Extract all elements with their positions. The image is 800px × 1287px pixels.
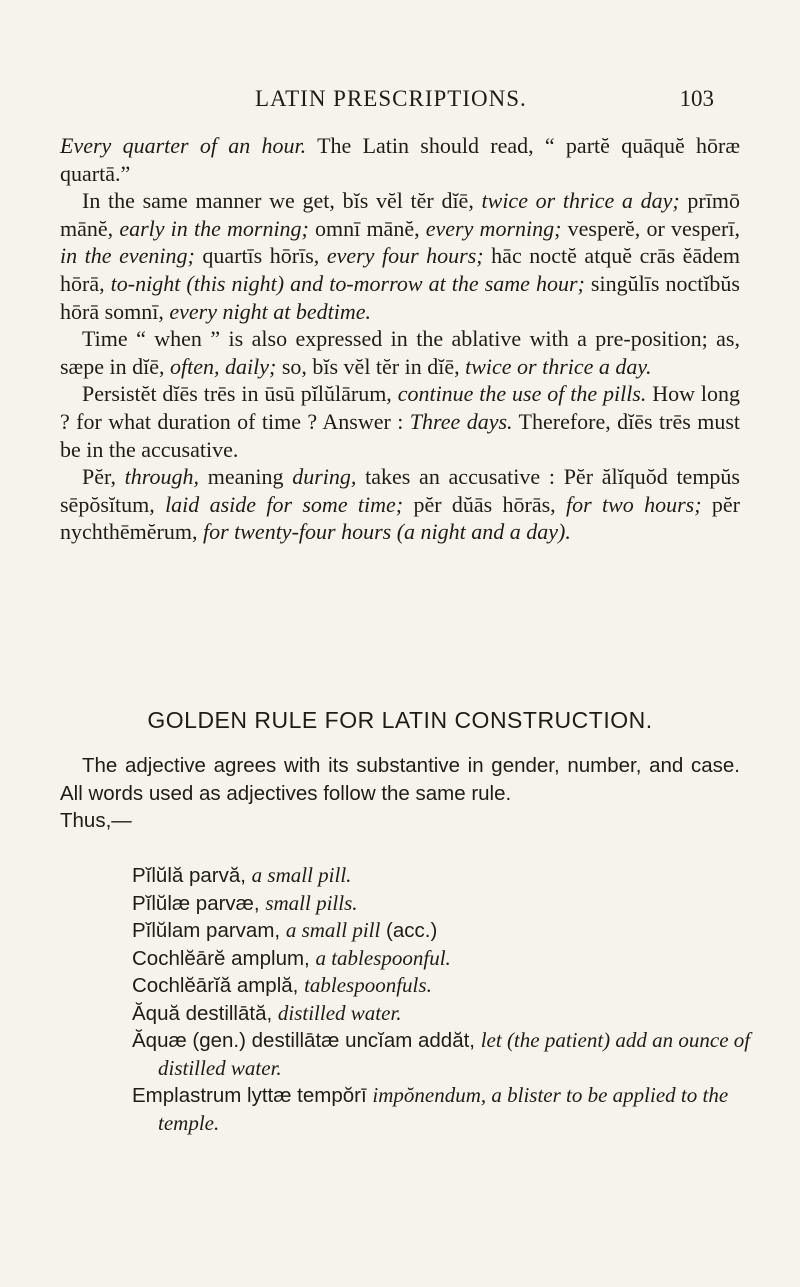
italic-text: often, daily; [170,353,277,379]
text-run: prīmō mānĕ, [60,188,740,241]
example-line [132,917,752,945]
english-gloss: impŏnendum, a blister to be applied to the temple. [158,1083,729,1135]
english-gloss: let (the patient) add an ounce of distilled water. [158,1028,751,1080]
text-run: takes an accusative : Pĕr ălĭquŏd tempŭs sēpŏsĭtum, [60,464,740,517]
italic-text: laid aside for some time; [165,491,404,517]
paragraph [60,187,740,325]
text-run: pĕr nychthēmĕrum, [60,491,740,545]
thus-line: Thus,— [60,809,132,832]
example-line [132,1000,752,1028]
text-run: omnī mānĕ, [308,215,426,241]
italic-text: to-night (this night) and to-morrow at the same hour; [110,270,585,296]
case-note: (acc.) [380,919,438,942]
example-line [132,1027,752,1082]
italic-text: twice or thrice a day; [481,188,680,214]
italic-text: during, [292,464,357,490]
italic-text: every night at bedtime. [169,298,371,324]
italic-text: through, [124,464,200,490]
text-run: In the same manner we get, bĭs vĕl tĕr dĭē, [82,188,482,214]
example-line [132,890,752,918]
italic-text: early in the morning; [119,215,309,241]
rule-paragraph: The adjective agrees with its substantive in gender, number, and case. All words used as adjectives follow the same rule. [60,754,740,805]
text-run: The Latin should read, “ partĕ quāquĕ hōræ quartā.” [60,133,741,186]
latin-phrase: Pĭlŭlam parvam, [132,919,286,942]
italic-text: for two hours; [566,491,702,517]
text-run: Pĕr, [82,464,125,490]
text-run: singŭlīs noctĭbŭs hōrā somnī, [60,270,740,324]
body-text [60,132,740,546]
paragraph [60,325,740,380]
latin-phrase: Pĭlŭlæ parvæ, [132,891,266,915]
example-line [132,972,752,1000]
example-line [132,862,752,890]
example-line [132,945,752,973]
italic-text: every four hours; [326,243,484,269]
english-gloss: a small pill [285,918,381,942]
italic-text: Three days. [409,408,513,434]
section-heading: GOLDEN RULE FOR LATIN CONSTRUCTION. [147,707,653,733]
italic-text: continue the use of the pills. [397,381,647,407]
text-run: meaning [199,464,293,490]
text-run: How long ? for what duration of time ? Answer : [60,381,740,434]
text-run: pĕr dŭās hōrās, [403,491,566,517]
text-run: quartīs hōrīs, [194,243,327,269]
italic-text: every morning; [425,215,562,241]
text-run: hāc noctĕ atquĕ crās ĕādem hōrā, [60,243,740,296]
examples-list [132,862,752,1137]
english-gloss: tablespoonfuls. [304,973,432,997]
latin-phrase: Cochlĕārĭă amplă, [132,974,305,997]
latin-phrase: Ăquæ (gen.) destillātæ uncĭam addăt, [132,1029,481,1052]
latin-phrase: Ăquă destillātă, [132,1001,278,1025]
latin-phrase: Pĭlŭlă parvă, [132,864,252,887]
paragraph [60,132,740,187]
text-run: Time “ when ” is also expressed in the ablative with a pre-position; as, sæpe in dĭē, [60,326,740,379]
rule-text [60,752,740,835]
paragraph [60,380,740,463]
running-head [0,86,800,116]
paragraph [60,463,740,546]
english-gloss: small pills. [265,890,358,915]
italic-text: Every quarter of an hour. [60,133,307,158]
italic-text: twice or thrice a day. [465,353,652,379]
latin-phrase: Emplastrum lyttæ tempŏrī [132,1084,373,1107]
english-gloss: a tablespoonful. [315,945,451,970]
page-number: 103 [679,86,714,111]
text-run: so, bĭs vĕl tĕr in dĭē, [276,353,466,379]
text-run: vesperĕ, or vesperī, [561,215,740,241]
italic-text: for twenty-four hours (a night and a day). [202,519,571,545]
text-run: Persistĕt dĭēs trēs in ūsū pĭlŭlārum, [82,381,398,407]
english-gloss: distilled water. [277,1000,402,1025]
italic-text: in the evening; [60,243,195,269]
text-run: Therefore, dĭēs trēs must be in the accusative. [60,408,740,462]
english-gloss: a small pill. [251,863,352,887]
running-title: LATIN PRESCRIPTIONS. [255,86,527,111]
latin-phrase: Cochlĕārĕ amplum, [132,946,316,970]
example-line [132,1082,752,1137]
